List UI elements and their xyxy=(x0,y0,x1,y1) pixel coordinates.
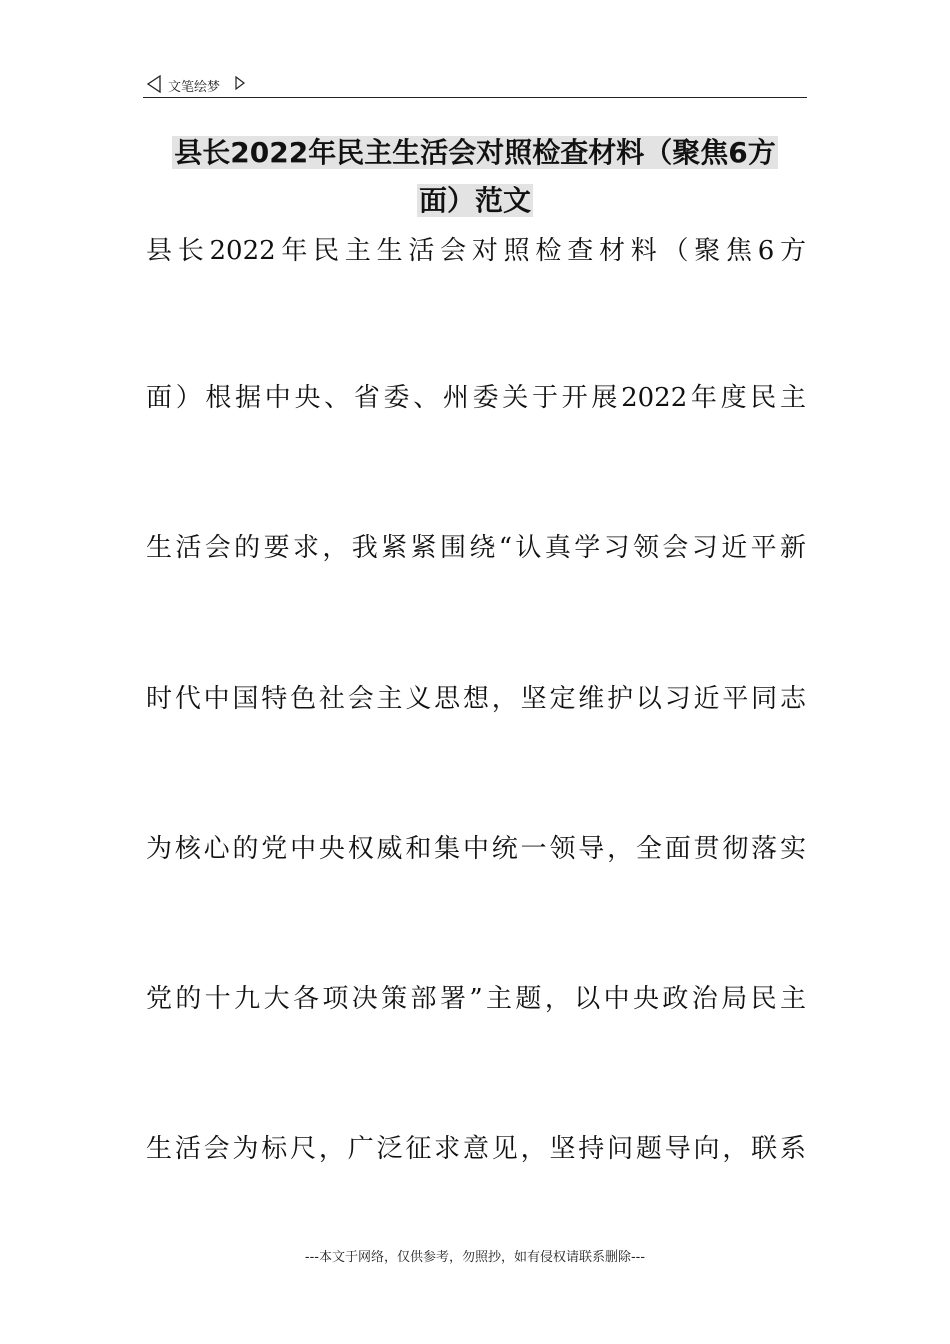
document-title-text-1: 县长2022年民主生活会对照检查材料（聚焦6方 xyxy=(174,136,776,169)
page-header xyxy=(146,74,806,96)
body-text-line: 生活会为标尺，广泛征求意见，坚持问题导向，联系 xyxy=(146,1134,806,1164)
header-divider xyxy=(143,97,807,98)
body-text-line: 党的十九大各项决策部署”主题，以中央政治局民主 xyxy=(146,984,806,1014)
triangle-right-icon xyxy=(234,76,246,90)
body-text-line: 面）根据中央、省委、州委关于开展2022年度民主 xyxy=(146,383,806,413)
page-footer: ---本文于网络，仅供参考，勿照抄，如有侵权请联系删除--- xyxy=(304,1250,646,1265)
body-text-line: 为核心的党中央权威和集中统一领导，全面贯彻落实 xyxy=(146,834,806,864)
document-title-line-2 xyxy=(0,180,950,222)
header-brand-text: 文笔绘梦 xyxy=(168,80,221,95)
triangle-left-icon xyxy=(146,75,162,93)
document-title-text-2: 面）范文 xyxy=(418,184,531,217)
body-text-line: 县长2022年民主生活会对照检查材料（聚焦6方 xyxy=(146,236,806,266)
body-text-line: 生活会的要求，我紧紧围绕“认真学习领会习近平新 xyxy=(146,533,806,563)
document-title-line-1 xyxy=(0,132,950,174)
body-text-line: 时代中国特色社会主义思想，坚定维护以习近平同志 xyxy=(146,684,806,714)
